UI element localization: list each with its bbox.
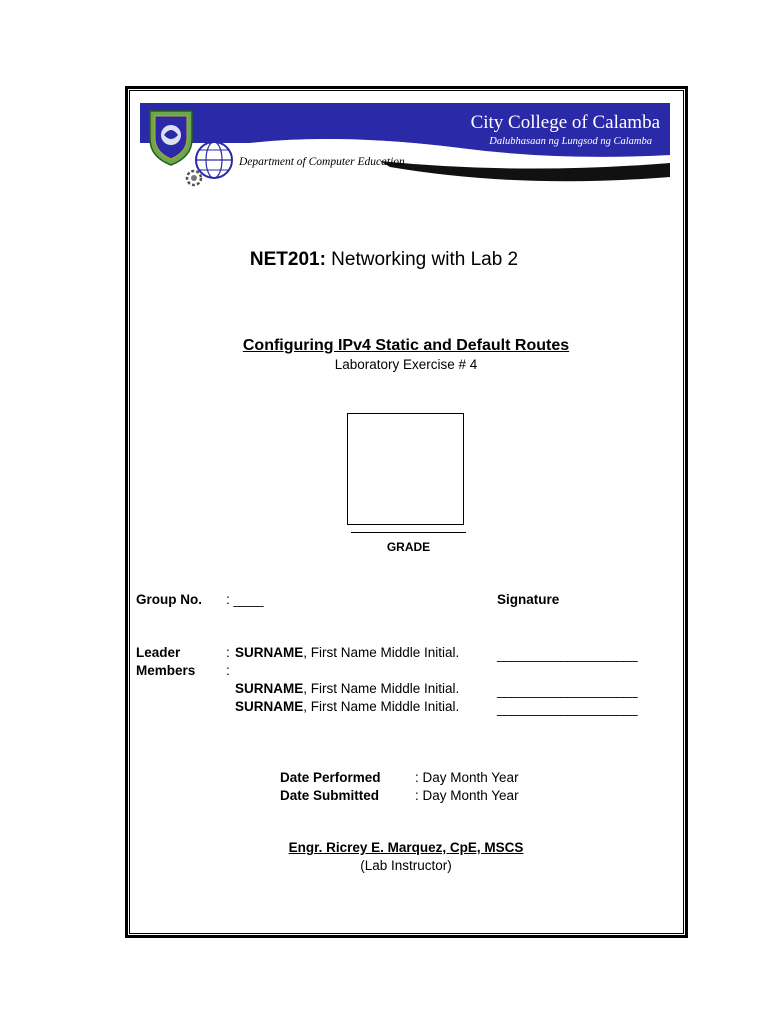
leader-colon: : [226, 645, 230, 660]
group-no-value: : ____ [226, 592, 264, 607]
member-name [235, 699, 459, 714]
date-performed-label: Date Performed [280, 770, 381, 785]
members-colon: : [226, 663, 230, 678]
course-name: Networking with Lab 2 [325, 249, 519, 270]
group-no-label: Group No. [136, 592, 202, 607]
signature-header: Signature [497, 592, 560, 607]
member-signature-line: ____________________ [497, 701, 638, 716]
college-name: City College of Calamba [470, 112, 660, 133]
leader-signature-line: ____________________ [497, 647, 638, 662]
grade-label: GRADE [386, 540, 431, 554]
member-name [235, 681, 459, 696]
department-globe-logo [180, 130, 240, 192]
grade-box [347, 413, 464, 525]
leader-name [235, 645, 459, 660]
member-name-rest: , First Name Middle Initial. [303, 681, 460, 696]
member-signature-line: ____________________ [497, 683, 638, 698]
member-surname: SURNAME [235, 699, 304, 714]
members-label: Members [136, 663, 196, 678]
exercise-title: Configuring IPv4 Static and Default Routes [242, 337, 570, 354]
date-submitted-label: Date Submitted [280, 788, 380, 803]
instructor-role: (Lab Instructor) [360, 858, 452, 873]
member-name-rest: , First Name Middle Initial. [303, 699, 460, 714]
date-submitted-value: : Day Month Year [415, 788, 519, 803]
exercise-number: Laboratory Exercise # 4 [334, 357, 478, 372]
department-name: Department of Computer Education [239, 156, 405, 168]
member-surname: SURNAME [235, 681, 304, 696]
college-subtitle: Dalubhasaan ng Lungsod ng Calamba [489, 136, 652, 147]
course-title [0, 249, 768, 271]
leader-label: Leader [136, 645, 181, 660]
leader-surname: SURNAME [235, 645, 304, 660]
date-performed-value: : Day Month Year [415, 770, 519, 785]
leader-name-rest: , First Name Middle Initial. [303, 645, 460, 660]
grade-underline [351, 532, 466, 533]
course-code: NET201: [249, 249, 326, 270]
instructor-name: Engr. Ricrey E. Marquez, CpE, MSCS [288, 840, 524, 855]
